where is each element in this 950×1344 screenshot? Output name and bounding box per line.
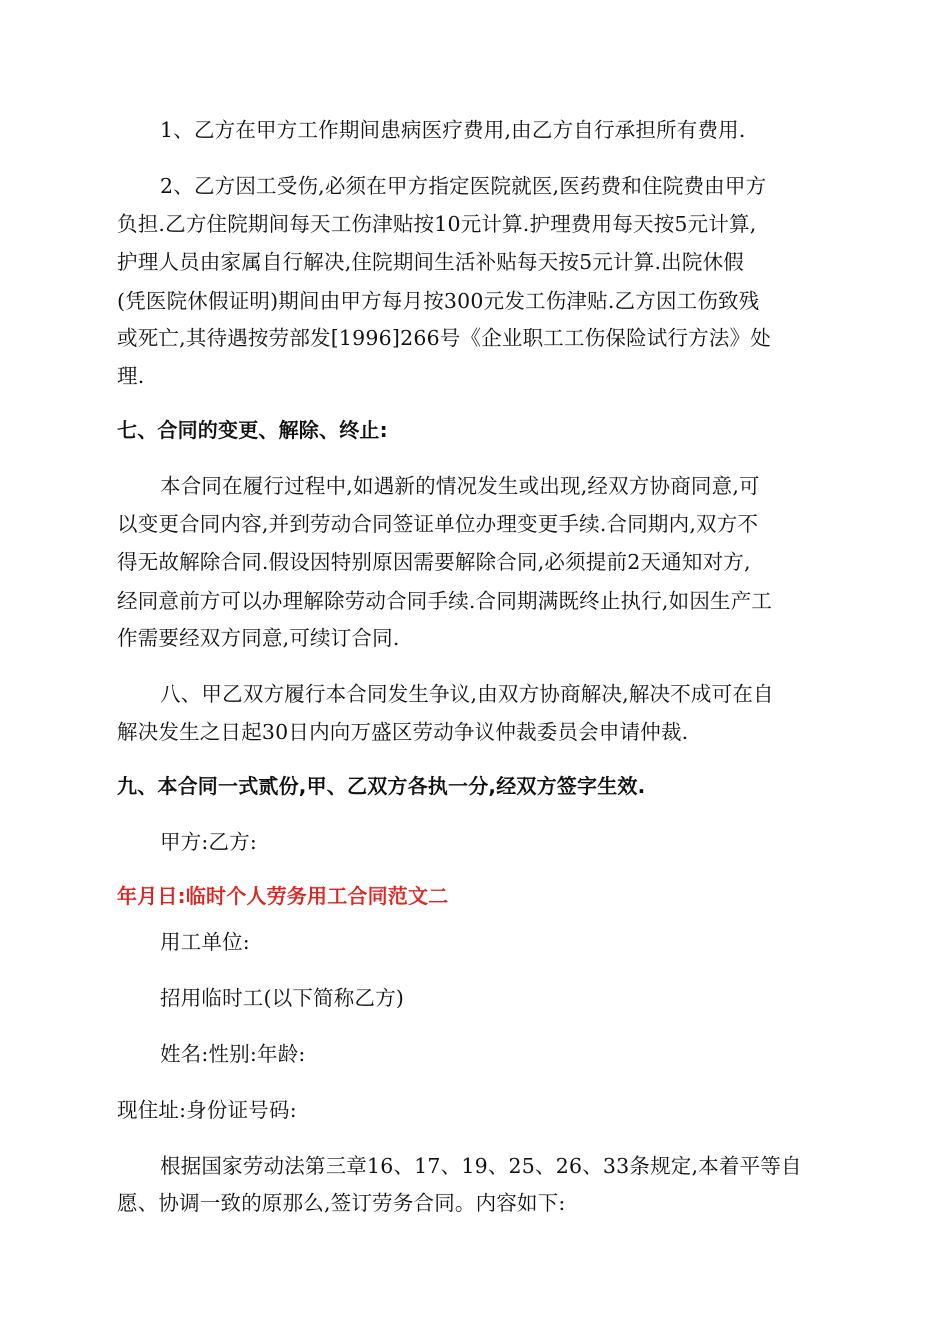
clause-6-item-2-line-3: 护理人员由家属自行解决,住院期间生活补贴每天按5元计算.出院休假 <box>117 250 744 274</box>
clause-6-item-1: 1、乙方在甲方工作期间患病医疗费用,由乙方自行承担所有费用. <box>160 118 746 142</box>
clause-6-item-2-line-6: 理. <box>117 364 145 388</box>
section-7-paragraph-line-3: 得无故解除合同.假设因特别原因需要解除合同,必须提前2天通知对方, <box>117 550 751 574</box>
section-8-line-2: 解决发生之日起30日内向万盛区劳动争议仲裁委员会申请仲裁. <box>117 720 689 744</box>
basis-paragraph-line-2: 愿、协调一致的原那么,签订劳务合同。内容如下: <box>117 1191 566 1215</box>
basis-paragraph-line-1: 根据国家劳动法第三章16、17、19、25、26、33条规定,本着平等自 <box>160 1154 802 1178</box>
signature-line: 甲方:乙方: <box>160 830 258 854</box>
temp-worker-field: 招用临时工(以下简称乙方) <box>160 986 405 1010</box>
clause-6-item-2-line-2: 负担.乙方住院期间每天工伤津贴按10元计算.护理费用每天按5元计算, <box>117 212 757 236</box>
section-7-paragraph-line-1: 本合同在履行过程中,如遇新的情况发生或出现,经双方协商同意,可 <box>160 474 760 498</box>
section-7-heading: 七、合同的变更、解除、终止: <box>117 418 388 442</box>
section-7-paragraph-line-5: 作需要经双方同意,可续订合同. <box>117 626 400 650</box>
sample-2-title: 年月日:临时个人劳务用工合同范文二 <box>117 884 449 908</box>
section-7-paragraph-line-4: 经同意前方可以办理解除劳动合同手续.合同期满既终止执行,如因生产工 <box>117 589 773 613</box>
clause-6-item-2-line-4: (凭医院休假证明)期间由甲方每月按300元发工伤津贴.乙方因工伤致残 <box>117 289 760 313</box>
employer-field: 用工单位: <box>160 930 250 954</box>
personal-info-field: 姓名:性别:年龄: <box>160 1042 306 1066</box>
address-id-field: 现住址:身份证号码: <box>117 1098 297 1122</box>
section-8-line-1: 八、甲乙双方履行本合同发生争议,由双方协商解决,解决不成可在自 <box>160 682 774 706</box>
section-9-heading: 九、本合同一式贰份,甲、乙双方各执一分,经双方签字生效. <box>117 774 646 798</box>
section-7-paragraph-line-2: 以变更合同内容,并到劳动合同签证单位办理变更手续.合同期内,双方不 <box>117 512 759 536</box>
clause-6-item-2-line-5: 或死亡,其待遇按劳部发[1996]266号《企业职工工伤保险试行方法》处 <box>117 326 772 350</box>
clause-6-item-2-line-1: 2、乙方因工受伤,必须在甲方指定医院就医,医药费和住院费由甲方 <box>160 174 767 198</box>
